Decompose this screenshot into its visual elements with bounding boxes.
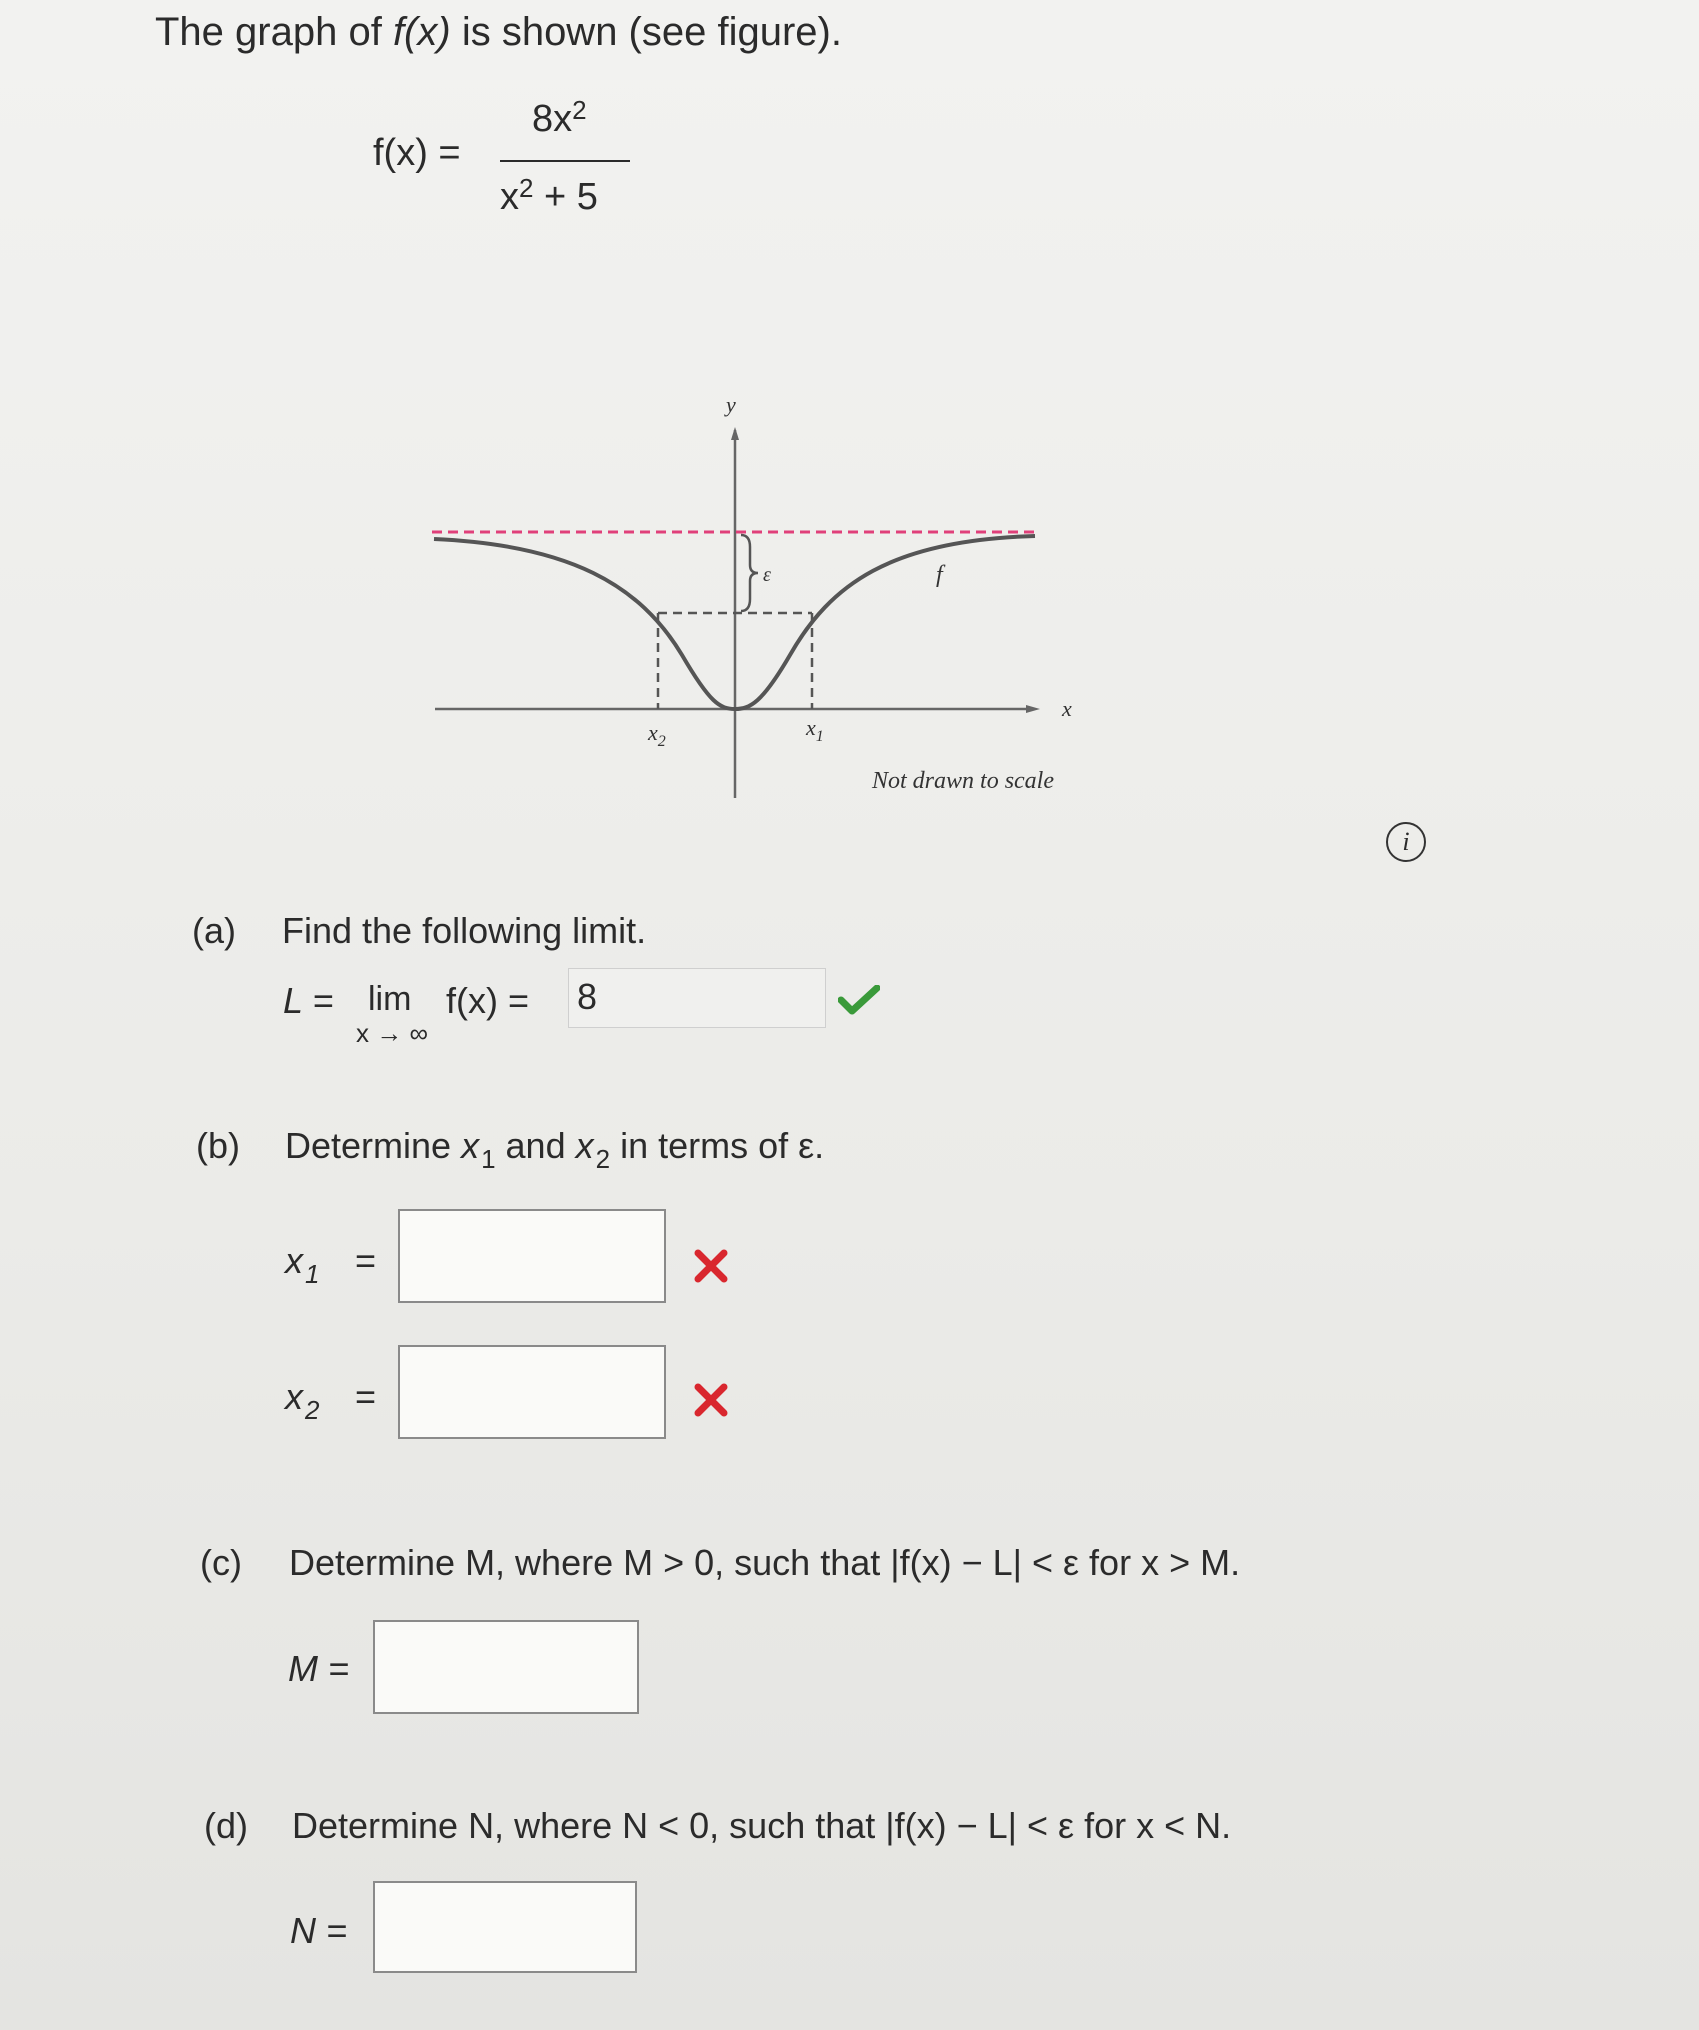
formula-lhs: f(x) = (373, 132, 461, 174)
limit-answer-field[interactable]: 8 (568, 968, 826, 1028)
formula-numerator (532, 95, 587, 141)
not-to-scale-note: Not drawn to scale (872, 768, 1055, 794)
intro-prefix: The graph of (155, 10, 393, 54)
x1-symbol: $x_1$ (285, 1240, 320, 1289)
part-c-text: Determine M, where M > 0, such that |f(x) − L| < ε for x > M. (289, 1542, 1241, 1583)
x1-label: $x_1$ (806, 715, 824, 745)
info-icon[interactable]: i (1386, 822, 1426, 862)
denominator-rest: + 5 (533, 176, 598, 218)
x2-incorrect-icon (694, 1383, 728, 1417)
part-b-title: Determine $x_1$ and $x_2$ in terms of ε. (285, 1125, 825, 1174)
x1-equals: = (355, 1240, 377, 1281)
x1-incorrect-icon (694, 1249, 728, 1283)
x2-label: $x_2$ (648, 720, 666, 750)
epsilon-label: ε (763, 564, 771, 586)
x2-input[interactable] (398, 1345, 666, 1439)
m-label: M = (288, 1648, 350, 1689)
m-input[interactable] (373, 1620, 639, 1714)
x-axis-arrow (1026, 705, 1040, 713)
lim-subscript: x → ∞ (356, 1018, 428, 1048)
part-d-text: Determine N, where N < 0, such that |f(x) − L| < ε for x < N. (292, 1805, 1232, 1846)
numerator-base: 8x (532, 98, 573, 140)
part-a-title: Find the following limit. (282, 910, 647, 951)
y-axis-label: y (726, 392, 736, 417)
x1-input[interactable] (398, 1209, 666, 1303)
part-a-tag: (a) (192, 910, 236, 951)
correct-check-icon (838, 985, 880, 1015)
fraction-bar (500, 160, 630, 162)
formula-denominator (500, 173, 598, 219)
part-c-tag: (c) (200, 1542, 242, 1583)
x2-symbol: $x_2$ (285, 1376, 320, 1425)
epsilon-brace (741, 535, 758, 611)
function-graph (420, 385, 1100, 805)
denominator-base: x (500, 176, 519, 218)
x2-equals: = (355, 1376, 377, 1417)
problem-intro (155, 10, 842, 55)
intro-suffix: is shown (see figure). (450, 10, 842, 54)
numerator-exponent: 2 (572, 95, 587, 125)
x-axis-label: x (1062, 696, 1072, 721)
n-input[interactable] (373, 1881, 637, 1973)
part-d-tag: (d) (204, 1805, 248, 1846)
part-b-tag: (b) (196, 1125, 240, 1166)
lim-word: lim (368, 980, 412, 1018)
denominator-exponent: 2 (519, 173, 534, 203)
f-label: f (936, 562, 943, 588)
part-a-L: L = (283, 980, 334, 1021)
intro-func: f(x) (392, 10, 451, 54)
y-axis-arrow (731, 427, 739, 440)
part-a-fx: f(x) = (446, 980, 530, 1021)
n-label: N = (290, 1910, 348, 1951)
